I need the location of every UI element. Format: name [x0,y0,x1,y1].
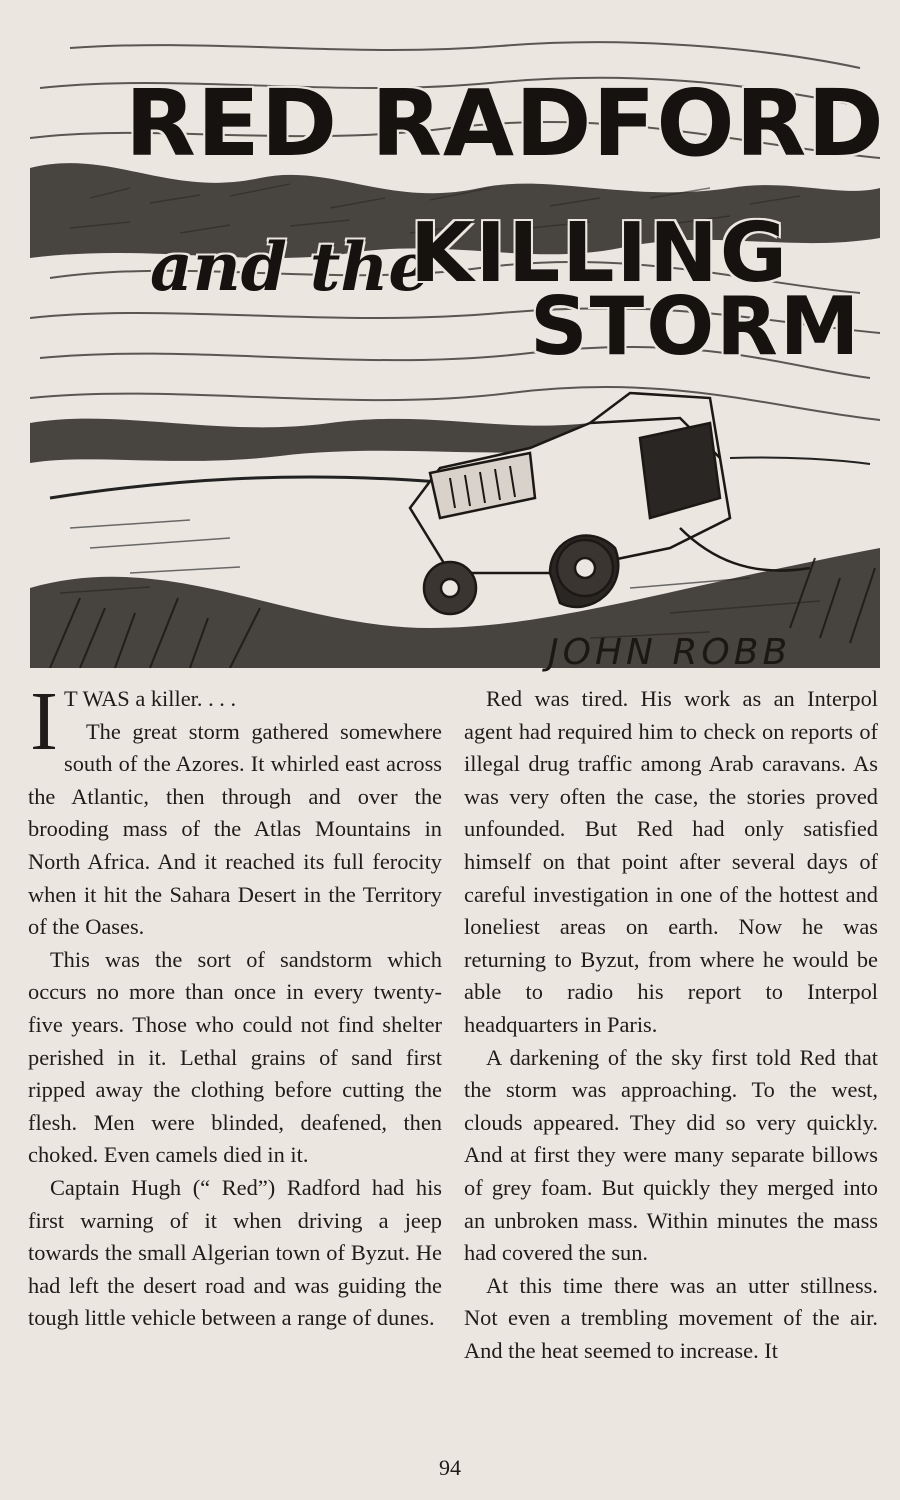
opening-paragraph [28,675,442,768]
body-paragraph: Captain Hugh (“ Red”) Radford had his first warning of it when driving a jeep towards the small Algerian town of Byzut. He had left the desert road and was guiding the tough little vehicle between a range of dunes. [28,1174,442,1331]
body-paragraph: The great storm gathered somewhere south of the Azores. It whirled east across the Atlantic, then through and over the brooding mass of the Atlas Mountains in North Africa. And it reached its full ferocity when it hit the Sahara Desert in the Territory of the Oases. [28,718,442,940]
title-line-2a: and the [150,228,431,306]
jeep-in-sandstorm-illustration [30,28,885,668]
body-paragraph: This was the sort of sandstorm which occurs no more than once in every twenty-five years. Those who could not find shelter perished in it. Lethal grains of sand first ripped away the clothing before cutting the flesh. Men were blinded, deafened, then choked. Even camels died in it. [28,946,442,1168]
title-line-2b: KILLING [410,206,789,301]
author-byline: JOHN ROBB [548,632,792,673]
body-paragraph: Red was tired. His work as an Interpol agent had required him to check on reports of illegal drug traffic among Arab caravans. As was very often the case, the stories proved unfounded. But Red had only satisfied himself on that point after several days of careful investigation in one of the hottest and loneliest areas on earth. Now he was returning to Byzut, from where he would be able to radio his report to Interpol headquarters in Paris. [464,686,878,1037]
title-line-1: RED RADFORD [125,70,885,177]
body-paragraph: At this time there was an utter stillness. Not even a trembling movement of the air. And the heat seemed to increase. It [464,1272,878,1363]
drop-cap: I [30,675,58,768]
page-number: 94 [439,1455,461,1480]
left-column [28,675,442,1335]
title-line-3: STORM [530,280,862,373]
body-paragraph: A darkening of the sky first told Red that the storm was approaching. To the west, clouds appeared. They did so very quickly. And at first they were many separate billows of grey foam. But quickly they merged into an unbroken mass. Within minutes the mass had covered the sun. [464,1044,878,1266]
opening-lead: T WAS a killer. . . . [63,686,237,711]
right-column [464,683,878,1367]
